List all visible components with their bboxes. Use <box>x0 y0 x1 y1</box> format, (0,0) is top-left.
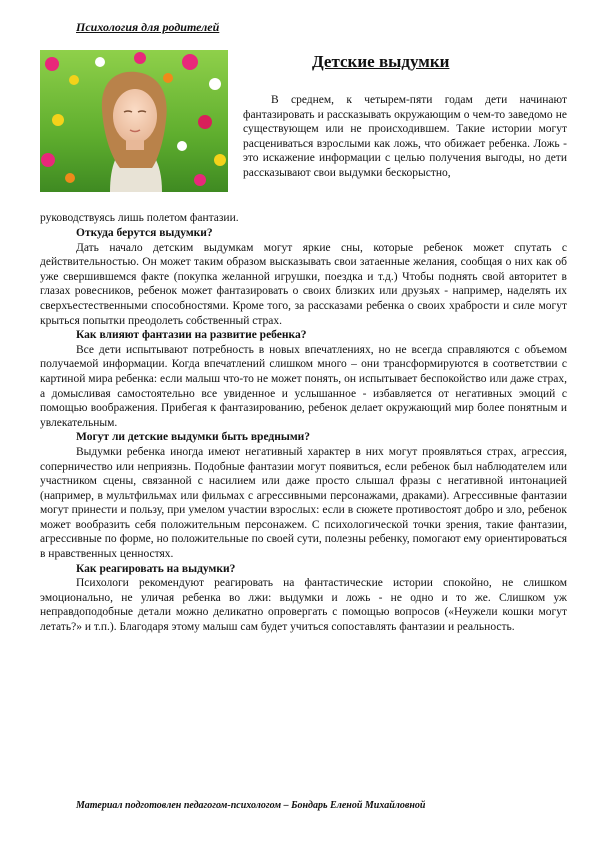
section-heading: Могут ли детские выдумки быть вредными? <box>76 431 311 444</box>
intro-paragraph: В среднем, к четырем-пяти годам дети начинают фантазировать и рассказывать окружающим о чем-то заведомо не существующем или не происходившем. Такие истории могут расцениваться взрослыми как ложь, что обижает ребенка. Ложь - это искажение информации с целью получения выгоды, но дети рассказывают свои выдумки бескорыстно, <box>243 94 567 179</box>
section-text: Дать начало детским выдумкам могут яркие сны, которые ребенок может спутать с действительностью. Он может таким образом высказывать свои затаенные желания, сообщая о них как об уже свершившемся факте (покупка желанной игрушки, поездка и т.д.) Чтобы поднять свой авторитет в глазах ровесников, ребенок может фантазировать о своих близких или друзьях - например, наделять их сверхъестественными способностями. Кроме того, за рассказами ребенка о своих храбрости и силе могут крыться попытки преодолеть собственный страх. <box>40 241 567 327</box>
section-text: Все дети испытывают потребность в новых впечатлениях, но не всегда справляются с объемом получаемой информации. Когда впечатлений слишком много – они трансформируются в соответствии с картиной мира ребенка: если малыш что-то не может понять, он испытывает беспокойство или даже страх, а домысливая самостоятельно все увиденное и услышанное - избавляется от негативных эмоций с помощью воображения. Прибегая к фантазированию, ребенок делает окружающий мир более понятным и увлекательным. <box>40 343 567 429</box>
section-heading: Как влияют фантазии на развитие ребенка? <box>76 329 307 342</box>
section-text: Психологи рекомендуют реагировать на фантастические истории спокойно, не слишком эмоционально, не уличая ребенка во лжи: выдумки и ложь - не одно и то же. Слишком уж неправдоподобные детали можно деликатно опровергать с помощью вопросов («Неужели кошки могут летать?» и т.п.). Благодаря этому малыш сам будет учиться сопоставлять фантазии и реальность. <box>40 577 567 634</box>
page-header: Психология для родителей <box>76 20 220 34</box>
child-with-flowers-photo <box>40 50 228 192</box>
section-heading: Откуда берутся выдумки? <box>76 227 213 239</box>
article-title: Детские выдумки <box>312 52 450 71</box>
section-heading: Как реагировать на выдумки? <box>76 562 236 575</box>
author-footer: Материал подготовлен педагогом-психологом – Бондарь Еленой Михайловной <box>76 800 426 811</box>
intro-paragraph-end: руководствуясь лишь полетом фантазии. <box>40 212 239 224</box>
section-text: Выдумки ребенка иногда имеют негативный характер в них могут проявляться страх, агрессия, соперничество или неприязнь. Подобные фантазии могут появиться, если ребенок был наблюдателем или участником сцены, связанной с насилием или даже просто слышал фразы с негативной интонацией (например, в мультфильмах или фильмах с агрессивными персонажами, драками). Агрессивные фантазии могут принести и пользу, при умелом участии взрослых: если в сюжете противостоят добро и зло, ребенок может вообразить себя положительным персонажем. С психологической точки зрения, такие фантазии, агрессивные по форме, но положительные по своей сути, полезны ребенку, помогают ему ориентироваться в нравственных ценностях. <box>40 445 567 561</box>
article-body <box>40 226 567 635</box>
